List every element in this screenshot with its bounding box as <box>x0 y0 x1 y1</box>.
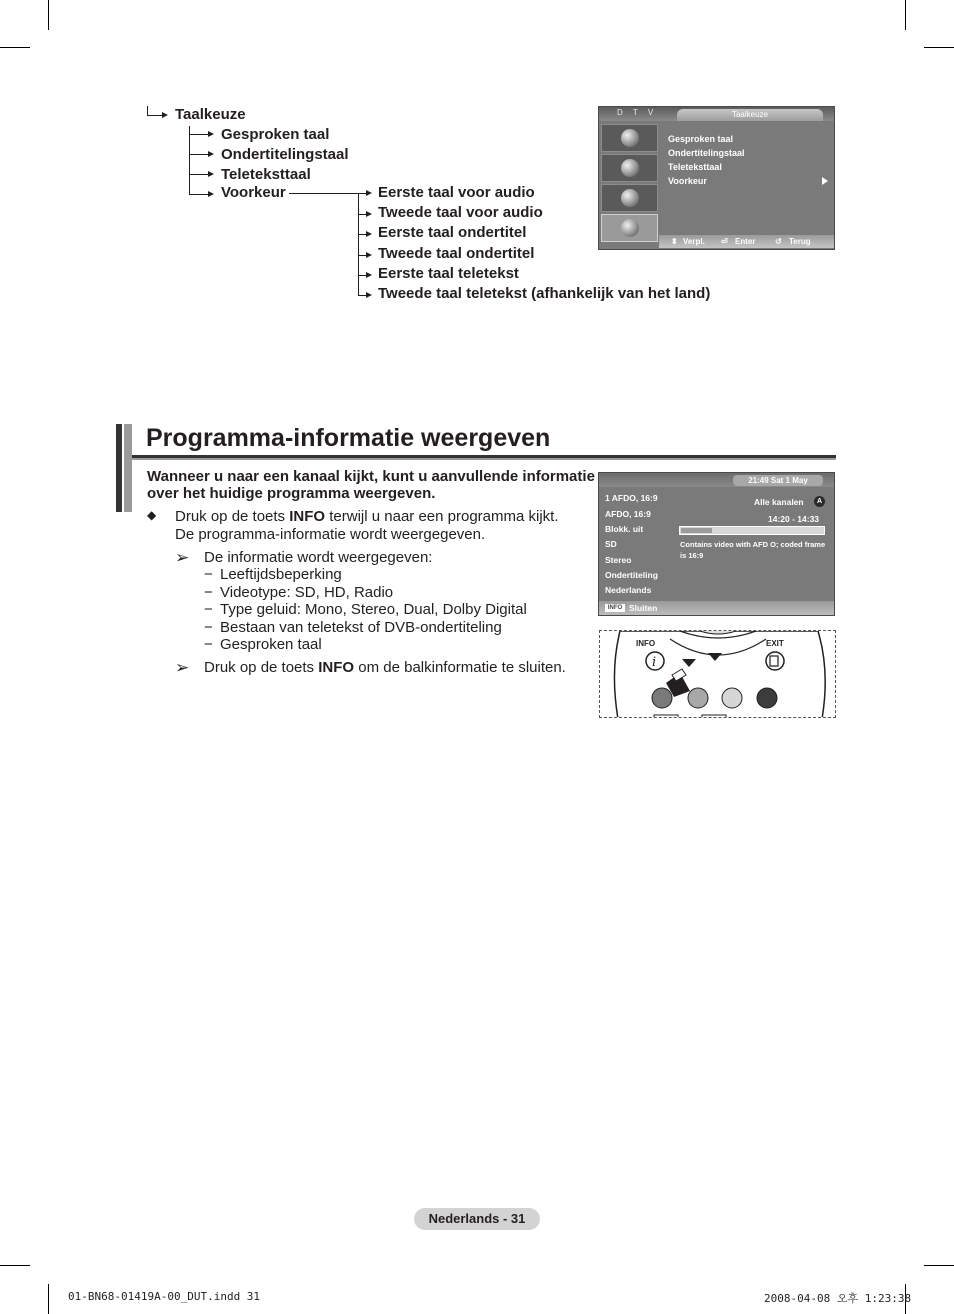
intro-line-2: over het huidige programma weergeven. <box>147 485 436 502</box>
tree-sub-item: Tweede taal ondertitel <box>378 245 535 262</box>
info-progress-fill <box>681 528 712 533</box>
info-a-badge: A <box>814 496 825 507</box>
footer-timestamp: 2008-04-08 오후 1:23:38 <box>764 1292 912 1305</box>
note-text: Druk op de toets <box>204 659 319 676</box>
tree-item-ondertitelingstaal: Ondertitelingstaal <box>221 146 349 163</box>
info-key-label: INFO <box>289 508 326 525</box>
tree-sub-item: Tweede taal voor audio <box>378 204 543 221</box>
intro-line-1: Wanneer u naar een kanaal kijkt, kunt u aanvullende informatie <box>147 468 595 485</box>
tree-item-teleteksttaal: Teleteksttaal <box>221 166 311 183</box>
info-attribute: Stereo <box>605 555 632 565</box>
info-attribute: Blokk. uit <box>605 524 644 534</box>
info-key-label: INFO <box>318 659 355 676</box>
osd-item: Voorkeur <box>668 176 707 186</box>
dash: − <box>204 601 213 618</box>
crop-mark <box>48 0 49 30</box>
info-channel-list: Alle kanalen <box>754 497 804 507</box>
note-1: De informatie wordt weergegeven: <box>204 549 433 566</box>
info-attribute: SD <box>605 539 617 549</box>
input-menu-icon <box>601 214 658 242</box>
osd-mode-label: D T V <box>617 108 658 117</box>
step-text: Druk op de toets <box>175 508 290 525</box>
info-banner-screen <box>598 472 835 616</box>
remote-control-illustration <box>599 630 836 718</box>
note-list-item: Leeftijdsbeperking <box>220 566 342 583</box>
osd-item: Gesproken taal <box>668 134 734 144</box>
osd-footer <box>659 235 834 248</box>
info-header <box>599 473 834 487</box>
note-text: om de balkinformatie te sluiten. <box>354 659 566 676</box>
info-close-label: Sluiten <box>629 603 658 613</box>
info-timespan: 14:20 - 14:33 <box>768 514 820 524</box>
bullet-icon: ◆ <box>147 508 157 522</box>
info-attribute: AFDO, 16:9 <box>605 509 651 519</box>
return-icon: ↺ <box>775 237 782 246</box>
info-attribute: Ondertiteling <box>605 570 658 580</box>
crop-mark <box>48 1284 49 1314</box>
note-list-item: Videotype: SD, HD, Radio <box>220 584 394 601</box>
crop-mark <box>0 1265 30 1266</box>
osd-header <box>599 107 834 121</box>
picture-menu-icon <box>601 124 658 152</box>
tree-sub-item: Eerste taal voor audio <box>378 184 535 201</box>
dash: − <box>204 636 213 653</box>
tree-root: Taalkeuze <box>175 106 246 123</box>
step-line-2: De programma-informatie wordt weergegeven. <box>175 526 486 543</box>
tree-item-voorkeur: Voorkeur <box>221 184 286 201</box>
heading-bar <box>116 424 122 512</box>
step-text: terwijl u naar een programma kijkt. <box>325 508 559 525</box>
info-clock: 21:49 Sat 1 May <box>733 475 823 486</box>
section-title: Programma-informatie weergeven <box>146 424 551 452</box>
osd-item: Ondertitelingstaal <box>668 148 745 158</box>
tree-sub-item: Tweede taal teletekst (afhankelijk van het land) <box>378 285 711 302</box>
tree-sub-item: Eerste taal teletekst <box>378 265 519 282</box>
page-number-badge: Nederlands - 31 <box>414 1208 540 1230</box>
enter-icon: ⏎ <box>721 237 728 246</box>
note-arrow-icon: ➢ <box>175 658 190 677</box>
osd-back-label: Terug <box>789 237 811 246</box>
title-underline-shade <box>132 458 836 460</box>
remote-exit-label: EXIT <box>766 639 784 648</box>
note-list-item: Type geluid: Mono, Stereo, Dual, Dolby Digital <box>220 601 527 618</box>
dash: − <box>204 566 213 583</box>
info-footer <box>599 601 834 615</box>
note-list-item: Gesproken taal <box>220 636 322 653</box>
dash: − <box>204 619 213 636</box>
chevron-right-icon <box>822 177 828 185</box>
setup-gear-icon <box>601 184 658 212</box>
crop-mark <box>924 1265 954 1266</box>
move-icon: ⬍ <box>671 237 678 246</box>
note-list-item: Bestaan van teletekst of DVB-ondertiteling <box>220 619 502 636</box>
step-line-1 <box>175 508 559 525</box>
osd-tab-title: Taalkeuze <box>677 109 823 121</box>
info-attribute: 1 AFDO, 16:9 <box>605 493 658 503</box>
osd-item: Teleteksttaal <box>668 162 722 172</box>
svg-text:i: i <box>652 655 657 670</box>
remote-info-label: INFO <box>636 639 656 648</box>
tree-item-gesproken-taal: Gesproken taal <box>221 126 330 143</box>
note-arrow-icon: ➢ <box>175 548 190 567</box>
osd-sidebar <box>601 124 658 242</box>
osd-language-menu <box>598 106 835 250</box>
note-2 <box>204 659 566 676</box>
osd-move-label: Verpl. <box>683 237 705 246</box>
info-key-badge: INFO <box>605 604 625 612</box>
dash: − <box>204 584 213 601</box>
info-progress-bar <box>679 526 825 535</box>
crop-mark <box>905 0 906 30</box>
tree-sub-item: Eerste taal ondertitel <box>378 224 527 241</box>
crop-mark <box>0 47 30 48</box>
osd-enter-label: Enter <box>735 237 756 246</box>
info-description: Contains video with AFD O; coded frame is 16:9 <box>680 540 826 560</box>
heading-bar-shade <box>124 424 132 512</box>
crop-mark <box>924 47 954 48</box>
sound-menu-icon <box>601 154 658 182</box>
footer-file: 01-BN68-01419A-00_DUT.indd 31 <box>68 1290 261 1303</box>
info-attribute: Nederlands <box>605 585 652 595</box>
